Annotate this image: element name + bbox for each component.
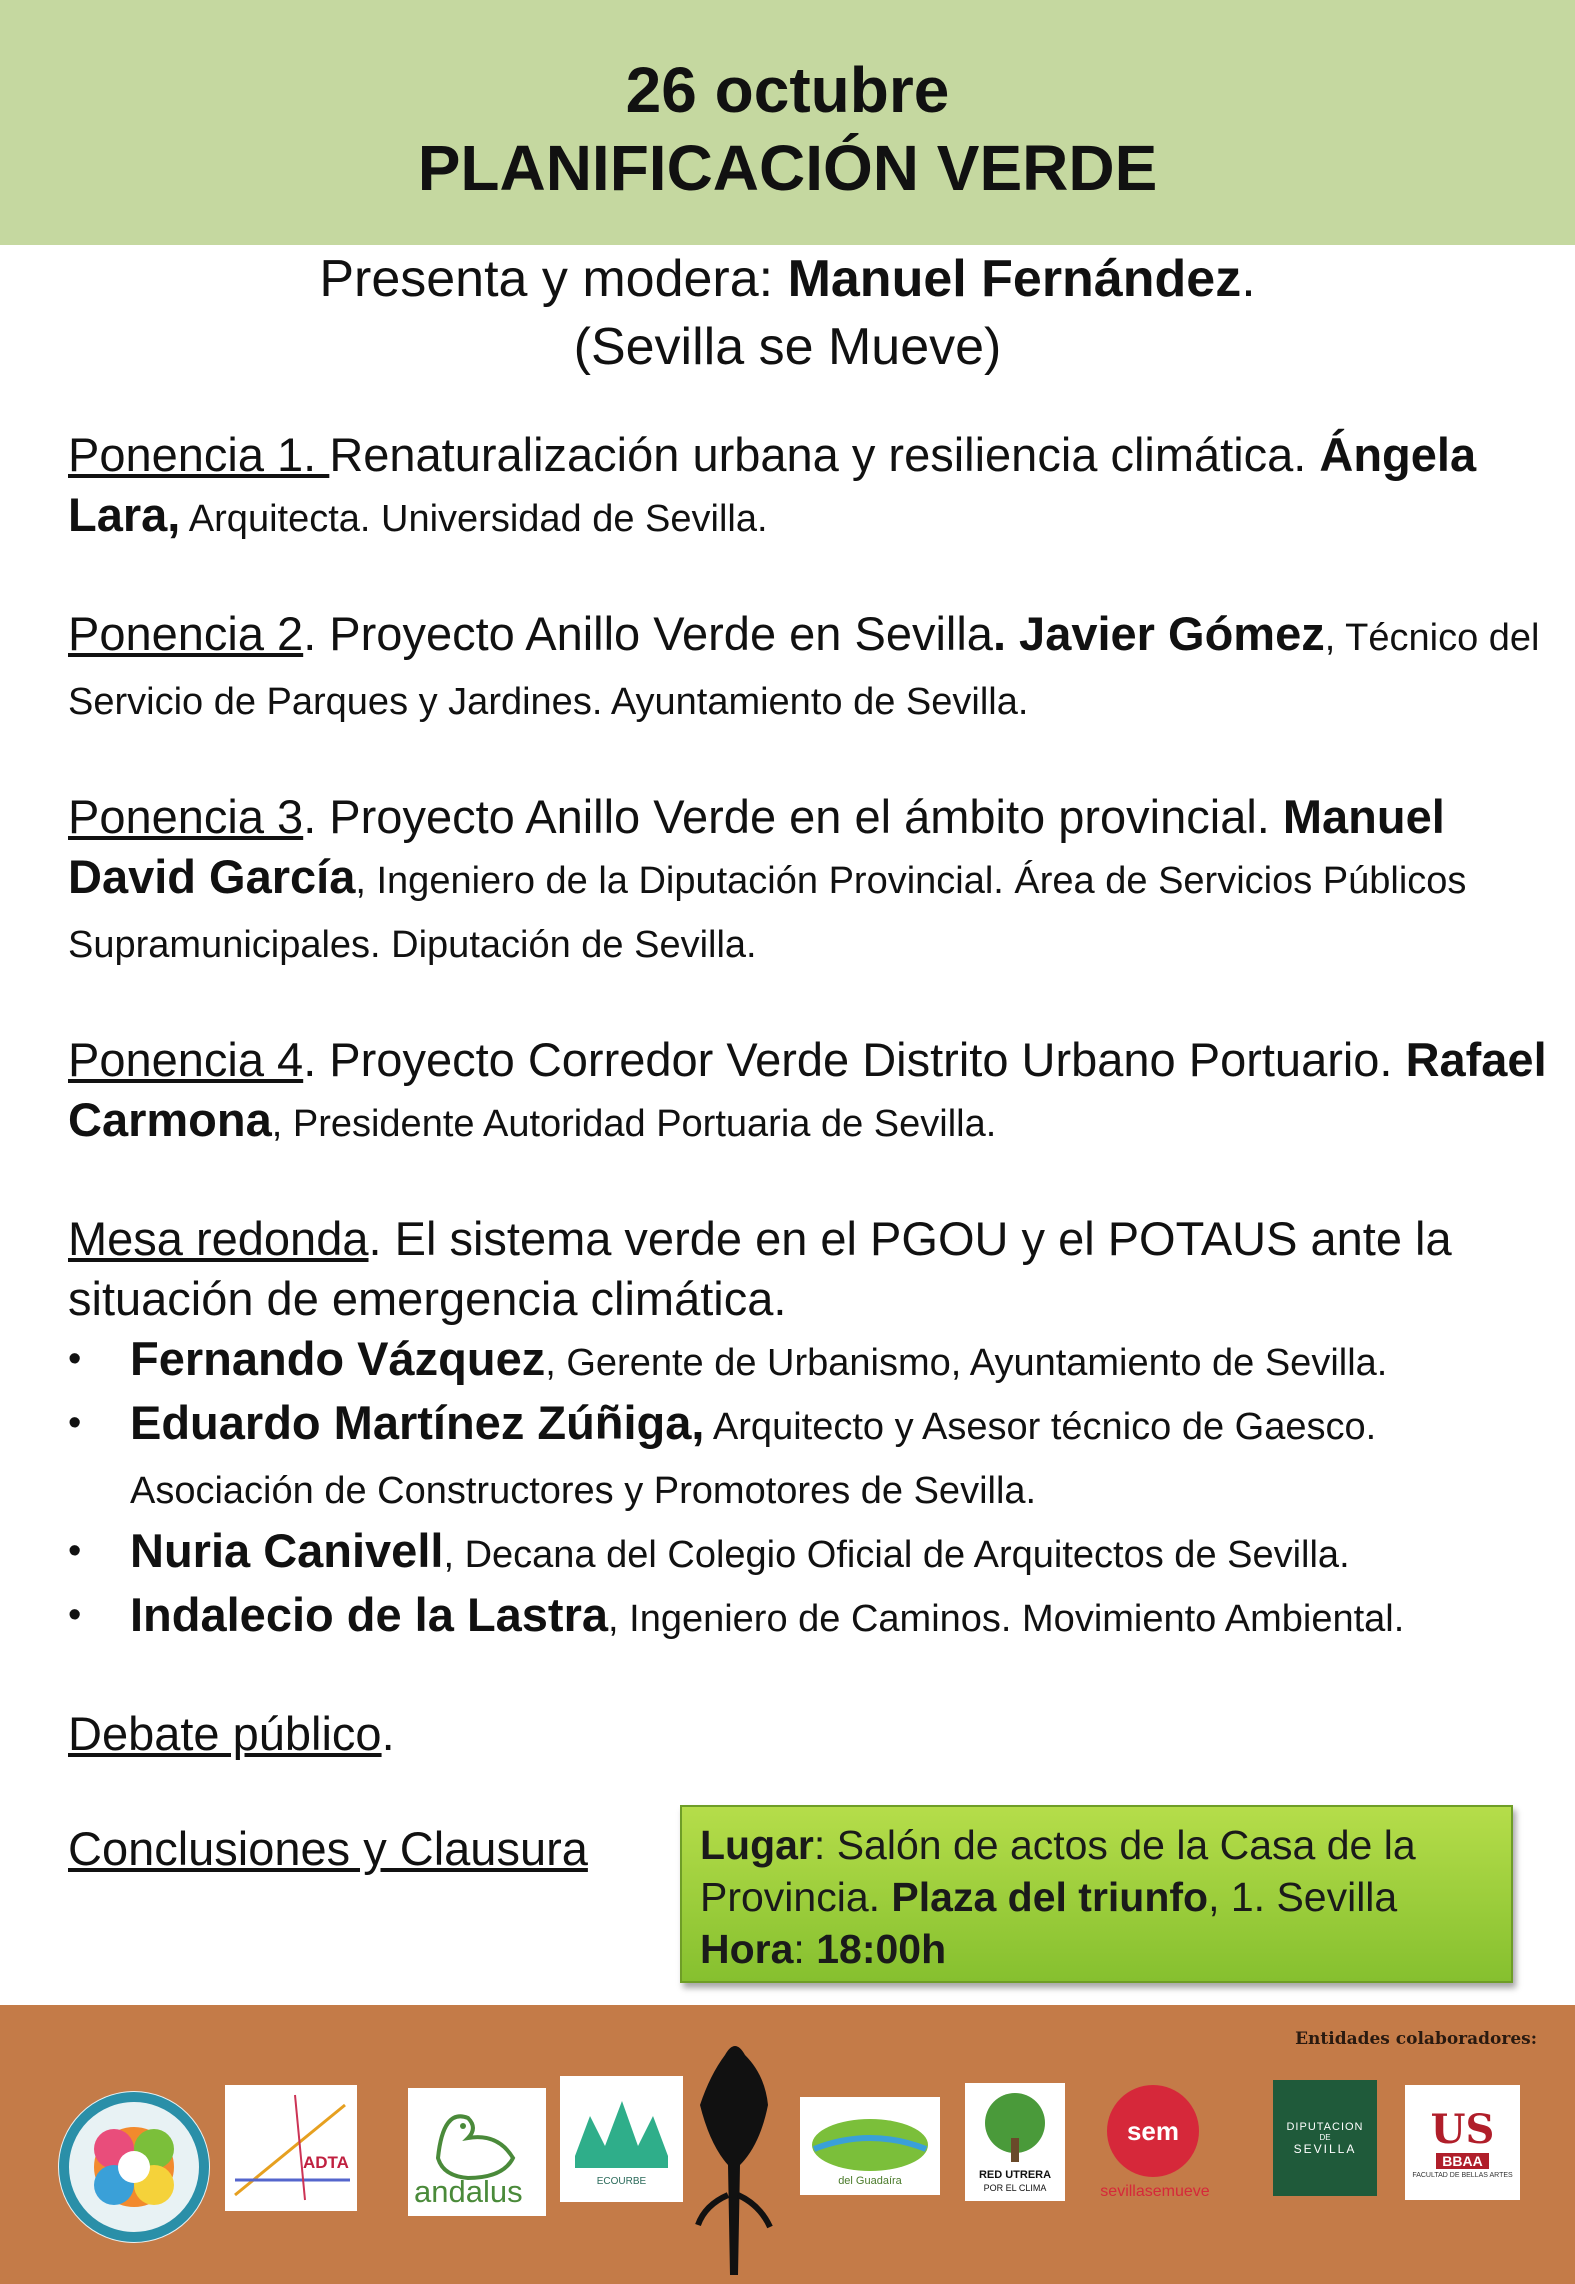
participant-role: , Gerente de Urbanismo, Ayuntamiento de Sevilla. <box>545 1342 1388 1384</box>
tree-icon <box>690 2035 778 2275</box>
list-item <box>68 1393 1568 1521</box>
lugar-label: Lugar <box>700 1822 814 1868</box>
participant-name: Nuria Canivell <box>130 1524 444 1577</box>
mesa-redonda <box>68 1209 1568 1329</box>
andalus-logo <box>408 2088 546 2216</box>
us-bbaa-text: BBAA <box>1436 2153 1488 2169</box>
event-title: PLANIFICACIÓN VERDE <box>417 132 1158 204</box>
presenter-prefix: Presenta y modera: <box>319 250 788 308</box>
sem-circle <box>1107 2085 1199 2177</box>
header-banner <box>0 0 1575 245</box>
debate-publico <box>68 1704 1568 1764</box>
mesa-participants <box>68 1329 1568 1649</box>
guadaira-text: del Guadaíra <box>838 2175 902 2187</box>
ponencia-label: Ponencia 4 <box>68 1033 304 1086</box>
event-date: 26 octubre <box>625 54 950 126</box>
collaborators-label: Entidades colaboradores: <box>1295 2029 1537 2049</box>
venue-lugar <box>700 1819 1493 1923</box>
venue-place-suffix: , 1. Sevilla <box>1208 1874 1398 1920</box>
ponencia-speaker: Rafael Carmona <box>68 1033 1547 1146</box>
participant-name: Indalecio de la Lastra <box>130 1588 609 1641</box>
ponencia-role: , Presidente Autoridad Portuaria de Sevilla. <box>271 1103 997 1145</box>
participant-name: Eduardo Martínez Zúñiga, <box>130 1396 705 1449</box>
ponencia-speaker: . Javier Gómez <box>992 607 1325 660</box>
participant-role: Arquitecto y Asesor técnico de Gaesco. Asociación de Constructores y Promotores de Sevilla. <box>130 1406 1377 1512</box>
dipu-text-3: SEVILLA <box>1293 2141 1357 2156</box>
bullet-icon: • <box>68 1594 82 1636</box>
venue-place: Plaza del triunfo <box>891 1874 1209 1920</box>
sevilla-se-mueve-text: sevillasemueve <box>1100 2183 1210 2200</box>
participant-name: Fernando Vázquez <box>130 1332 546 1385</box>
hora-value: 18:00h <box>816 1926 947 1972</box>
participant-role: , Decana del Colegio Oficial de Arquitectos de Sevilla. <box>443 1534 1350 1576</box>
ponencia-3 <box>68 787 1568 975</box>
ciudad-viva-logo <box>58 2091 210 2243</box>
ponencia-label: Ponencia 1. <box>68 428 330 481</box>
adta-logo <box>225 2085 357 2211</box>
us-bellas-artes-logo <box>1405 2085 1520 2200</box>
mesa-label: Mesa redonda <box>68 1212 369 1265</box>
closing-label: Conclusiones y Clausura <box>68 1822 588 1875</box>
ponencia-topic: . Proyecto Anillo Verde en Sevilla <box>303 607 993 660</box>
ecourbe-text: ECOURBE <box>596 2176 647 2187</box>
debate-suffix: . <box>381 1707 395 1760</box>
ponencia-speaker: Manuel David García <box>68 790 1445 903</box>
presenter-line <box>0 245 1575 313</box>
hora-sep: : <box>793 1926 817 1972</box>
sem-text: sem <box>1126 2115 1180 2146</box>
dipu-text-2: DE <box>1319 2132 1331 2142</box>
dipu-text-1: DIPUTACION <box>1286 2120 1364 2133</box>
presenter-org: (Sevilla se Mueve) <box>573 318 1002 376</box>
bullet-icon: • <box>68 1338 82 1380</box>
hora-label: Hora <box>700 1926 794 1972</box>
ponencia-1 <box>68 425 1568 549</box>
us-faculty-text: FACULTAD DE BELLAS ARTES <box>1412 2172 1513 2179</box>
us-text: US <box>1430 2106 1495 2153</box>
presenter-suffix: . <box>1241 250 1256 308</box>
list-item <box>68 1521 1568 1585</box>
guadaira-logo <box>800 2097 940 2195</box>
ponencia-role: Arquitecta. Universidad de Sevilla. <box>180 498 768 540</box>
list-item <box>68 1329 1568 1393</box>
bullet-icon: • <box>68 1402 82 1444</box>
ponencia-4 <box>68 1030 1568 1154</box>
venue-box <box>680 1805 1513 1983</box>
ponencia-topic: . Proyecto Corredor Verde Distrito Urbano Portuario. <box>303 1033 1406 1086</box>
bullet-icon: • <box>68 1530 82 1572</box>
footer-logos <box>0 2005 1575 2284</box>
ponencia-2 <box>68 604 1568 732</box>
venue-hora <box>700 1923 1493 1975</box>
adta-text: ADTA <box>303 2153 349 2172</box>
ponencia-topic: . Proyecto Anillo Verde en el ámbito provincial. <box>303 790 1283 843</box>
red-utrera-logo <box>965 2083 1065 2201</box>
lugar-text: : Salón de actos de la Casa de la Provincia. <box>700 1822 1416 1920</box>
presenter-name: Manuel Fernández <box>787 250 1242 308</box>
debate-label: Debate público <box>68 1707 382 1760</box>
mesa-topic: . El sistema verde en el PGOU y el POTAUS ante la situación de emergencia climática. <box>68 1212 1452 1325</box>
red-utrera-subtext: POR EL CLIMA <box>983 2183 1047 2193</box>
list-item <box>68 1585 1568 1649</box>
diputacion-logo <box>1273 2080 1377 2196</box>
program-body <box>68 425 1568 1879</box>
ecourbe-logo <box>560 2076 683 2202</box>
ponencia-role: , Técnico del Servicio de Parques y Jardines. Ayuntamiento de Sevilla. <box>68 617 1540 723</box>
ponencia-speaker: Ángela Lara, <box>68 428 1477 541</box>
ponencia-role: , Ingeniero de la Diputación Provincial. Área de Servicios Públicos Supramunicipales. Diputación de Sevilla. <box>68 860 1467 966</box>
red-utrera-text: RED UTRERA <box>978 2169 1052 2181</box>
ponencia-label: Ponencia 3 <box>68 790 304 843</box>
participant-role: , Ingeniero de Caminos. Movimiento Ambiental. <box>608 1598 1405 1640</box>
ponencia-topic: Renaturalización urbana y resiliencia climática. <box>329 428 1320 481</box>
sem-logo <box>1085 2075 1225 2215</box>
presenter-block <box>0 245 1575 381</box>
ponencia-label: Ponencia 2 <box>68 607 304 660</box>
andalus-text: andalus <box>414 2174 523 2209</box>
